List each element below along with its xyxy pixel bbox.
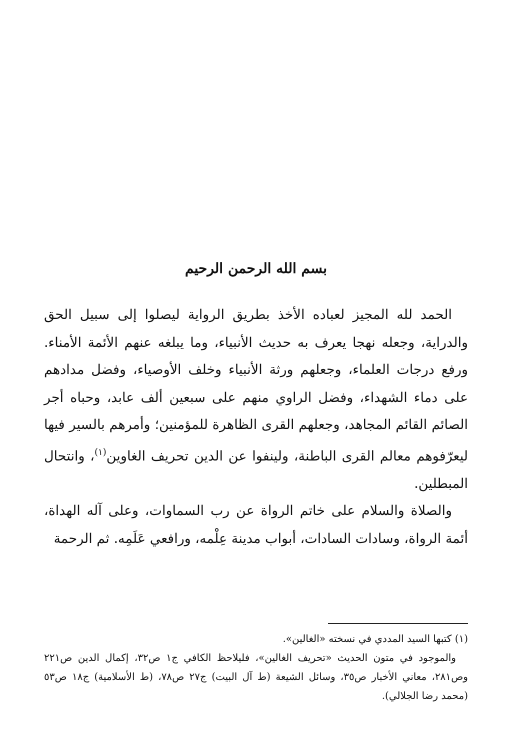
paragraph-1-end: ، وانتحال المبطلين. bbox=[44, 448, 468, 492]
footnote-ref-1: (١) bbox=[94, 447, 107, 458]
footnote-1-continuation: والموجود في متون الحديث «تحريف الغالين»، فليلاحظ الكافي ج١ ص٣٢، إكمال الدين ص٢٢١ وص٢٨١، معاني الأخبار ص٣٥، وسائل الشيعة (ط آل البيت) ج٢٧ ص٧٨، (ط الأسلامية) ج١٨ ص٥٣ (محمد رضا الجلالي). bbox=[44, 653, 468, 702]
main-text bbox=[44, 302, 468, 553]
footnote-1: (١) كتبها السيد المددي في نسخته «الغالين». bbox=[282, 634, 468, 645]
paragraph-2: والصلاة والسلام على خاتم الرواة عن رب السماوات، وعلى آله الهداة، أئمة الرواة، وسادات السادات، أبواب مدينة عِلْمه، ورافعي عَلَمِه. ثم الرحمة bbox=[44, 503, 468, 547]
basmala-heading: بسم الله الرحمن الرحيم bbox=[185, 261, 327, 277]
footnotes bbox=[44, 630, 468, 706]
footnote-divider bbox=[328, 623, 468, 624]
paragraph-1-text: الحمد لله المجيز لعباده الأخذ بطريق الرواية ليصلوا إلى سبيل الحق والدراية، وجعله نهجا يعرف به حديث الأنبياء، وما يبلغه عنهم الأئمة الأمناء. ورفع درجات العلماء، وجعلهم ورثة الأنبياء وخلف الأوصياء، وفضل مدادهم على دماء الشهداء، وفضل الراوي منهم على سبعين ألف عابد، وحباه أجر الصائم القائم المجاهد، وجعلهم القرى الظاهرة للمؤمنين؛ وأمرهم بالسير فيها ليعرّفوهم معالم القرى الباطنة، ولينفوا عن الدين تحريف الغاوين bbox=[44, 307, 469, 464]
paragraph-1 bbox=[44, 302, 468, 498]
